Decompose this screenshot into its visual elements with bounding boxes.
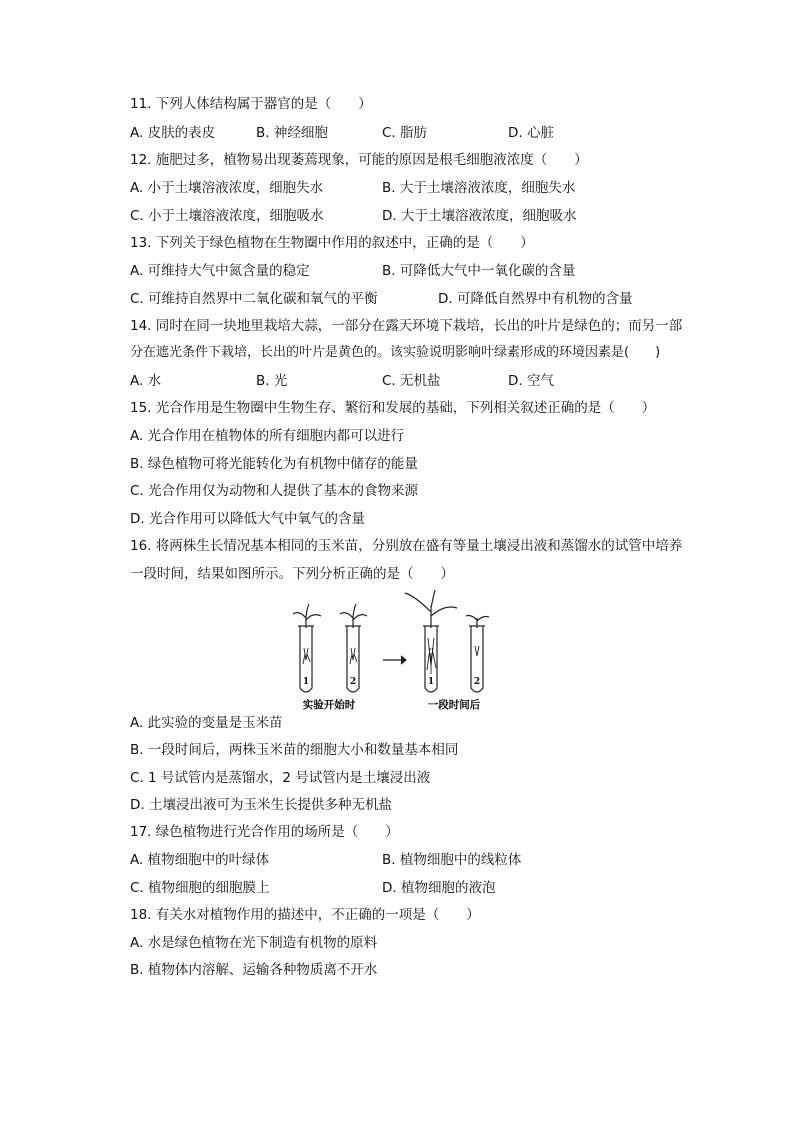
q13-option-a: A. 可维持大气中氮含量的稳定 — [130, 263, 310, 279]
arrow-icon — [383, 656, 406, 664]
q15-stem: 15. 光合作用是生物圈中生物生存、繁衍和发展的基础，下列相关叙述正确的是（ ） — [130, 400, 656, 416]
q16-option-d: D. 土壤浸出液可为玉米生长提供多种无机盐 — [130, 797, 392, 813]
q14-option-b: B. 光 — [256, 373, 288, 389]
q13-option-d: D. 可降低自然界中有机物的含量 — [438, 291, 633, 307]
q11-option-b: B. 神经细胞 — [256, 125, 328, 141]
q17-option-c: C. 植物细胞的细胞膜上 — [130, 880, 270, 896]
q13-stem: 13. 下列关于绿色植物在生物圈中作用的叙述中，正确的是（ ） — [130, 235, 534, 251]
q18-option-a: A. 水是绿色植物在光下制造有机物的原料 — [130, 935, 378, 951]
q15-option-d: D. 光合作用可以降低大气中氧气的含量 — [130, 511, 365, 527]
q12-option-c: C. 小于土壤溶液浓度，细胞吸水 — [130, 208, 324, 224]
q16-stem-line2: 一段时间，结果如图所示。下列分析正确的是（ ） — [130, 566, 454, 582]
q12-stem: 12. 施肥过多，植物易出现萎蔫现象，可能的原因是根毛细胞液浓度（ ） — [130, 152, 588, 168]
q12-option-a: A. 小于土壤溶液浓度，细胞失水 — [130, 180, 324, 196]
q11-option-d: D. 心脏 — [508, 125, 554, 141]
q15-option-b: B. 绿色植物可将光能转化为有机物中储存的能量 — [130, 456, 418, 472]
q16-stem-line1: 16. 将两株生长情况基本相同的玉米苗，分别放在盛有等量土壤浸出液和蒸馏水的试管中培养 — [130, 538, 683, 554]
q14-stem-line1: 14. 同时在同一块地里栽培大蒜，一部分在露天环境下栽培，长出的叶片是绿色的；而另一部 — [130, 318, 683, 334]
q16-option-b: B. 一段时间后，两株玉米苗的细胞大小和数量基本相同 — [130, 742, 459, 758]
figure-caption-after: 一段时间后 — [427, 699, 481, 711]
q15-option-c: C. 光合作用仅为动物和人提供了基本的食物来源 — [130, 483, 419, 499]
q12-option-b: B. 大于土壤溶液浓度，细胞失水 — [382, 180, 576, 196]
q17-option-d: D. 植物细胞的液泡 — [382, 880, 496, 896]
q13-option-b: B. 可降低大气中一氧化碳的含量 — [382, 263, 576, 279]
q16-option-c: C. 1 号试管内是蒸馏水，2 号试管内是土壤浸出液 — [130, 770, 431, 786]
q14-option-a: A. 水 — [130, 373, 162, 389]
q11-option-c: C. 脂肪 — [382, 125, 428, 141]
q17-option-b: B. 植物细胞中的线粒体 — [382, 852, 522, 868]
q11-stem: 11. 下列人体结构属于器官的是（ ） — [130, 96, 372, 112]
q14-stem-line2: 分在遮光条件下栽培，长出的叶片是黄色的。该实验说明影响叶绿素形成的环境因素是( ) — [130, 345, 661, 360]
q16-figure — [285, 588, 510, 713]
after-tube-1-label: 1 — [427, 677, 435, 687]
q18-stem: 18. 有关水对植物作用的描述中，不正确的一项是（ ） — [130, 907, 480, 923]
q17-option-a: A. 植物细胞中的叶绿体 — [130, 852, 270, 868]
q18-option-b: B. 植物体内溶解、运输各种物质离不开水 — [130, 962, 378, 978]
q13-option-c: C. 可维持自然界中二氧化碳和氧气的平衡 — [130, 291, 378, 307]
q14-option-c: C. 无机盐 — [382, 373, 441, 389]
start-tube-2-label: 2 — [349, 677, 357, 687]
q14-option-d: D. 空气 — [508, 373, 554, 389]
figure-caption-start: 实验开始时 — [302, 699, 356, 711]
q12-option-d: D. 大于土壤溶液浓度，细胞吸水 — [382, 208, 577, 224]
q11-option-a: A. 皮肤的表皮 — [130, 125, 216, 141]
q15-option-a: A. 光合作用在植物体的所有细胞内都可以进行 — [130, 428, 405, 444]
q17-stem: 17. 绿色植物进行光合作用的场所是（ ） — [130, 824, 399, 840]
after-tube-2-label: 2 — [473, 677, 481, 687]
q16-option-a: A. 此实验的变量是玉米苗 — [130, 715, 283, 731]
start-tube-1-label: 1 — [302, 677, 310, 687]
